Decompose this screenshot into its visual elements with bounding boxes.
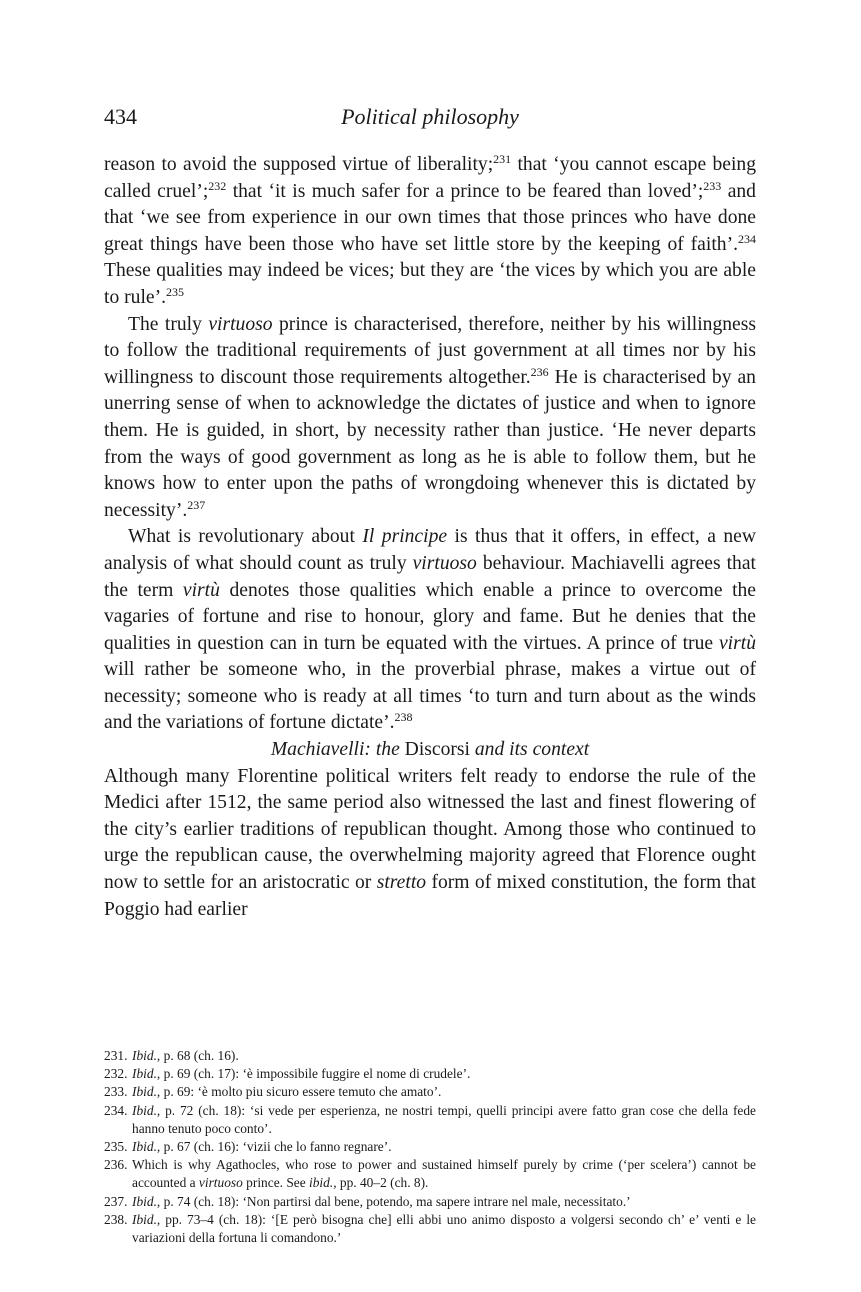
footnote-text	[132, 1047, 756, 1065]
text-span: , p. 69 (ch. 17): ‘è impossibile fuggire el nome di crudele’.	[156, 1066, 471, 1082]
footnote-ibid: Ibid.	[132, 1048, 157, 1063]
text-span: Although many Florentine political writers felt ready to endorse the rule of the Medici after 1512, the same period also witnessed the last and finest flowering of the city’s earlier traditions of republican thought. Among those who continued to urge the republican cause, the overwhelming majority agreed that Florence ought now to settle for an aristocratic or	[104, 765, 756, 894]
running-head: Political philosophy	[341, 104, 519, 129]
footnote-ibid: ibid.	[309, 1175, 334, 1191]
italic-term: stretto	[376, 872, 427, 894]
text-span: is thus that it offers, in effect, a new analysis of what should count as truly	[104, 526, 756, 574]
text-span: that ‘you cannot escape being called cruel’;	[104, 154, 756, 202]
text-span: behaviour. Machiavelli agrees that the term	[104, 552, 756, 601]
footnote-number: 232.	[104, 1066, 128, 1082]
footnote-ibid: Ibid.	[132, 1066, 157, 1082]
footnote-number: 235.	[104, 1139, 128, 1155]
footnote-text	[132, 1211, 756, 1247]
text-span: prince is characterised, therefore, neither by his willingness to follow the traditional requirements of just government at all times nor by his willingness to discount those requirements altogether.	[104, 313, 757, 388]
text-span: prince. See	[242, 1175, 310, 1191]
footnote	[104, 1193, 756, 1211]
footnote-text	[132, 1065, 756, 1083]
italic-term: Il principe	[362, 526, 448, 548]
text-span: What is revolutionary about	[128, 526, 363, 548]
footnote-text	[132, 1083, 756, 1101]
text-span: These qualities may indeed be vices; but they are ‘the vices by which you are able to rule’.	[104, 260, 756, 308]
footnote	[104, 1138, 756, 1156]
footnote-ref-236: 236	[530, 364, 549, 379]
italic-term: virtuoso	[412, 552, 477, 574]
footnote-ibid: Ibid.	[132, 1211, 157, 1227]
footnote-ref-237: 237	[187, 497, 206, 512]
text-span: , p. 69: ‘è molto piu sicuro essere temuto che amato’.	[156, 1084, 442, 1100]
italic-term: virtù	[182, 579, 220, 601]
text-span: reason to avoid the supposed virtue of liberality;	[104, 154, 494, 175]
paragraph-4	[104, 764, 756, 924]
page-header	[104, 104, 756, 134]
text-span: , p. 68 (ch. 16).	[156, 1048, 239, 1063]
footnote	[104, 1156, 756, 1192]
text-span: will rather be someone who, in the proverbial phrase, makes a virtue out of necessity; someone who is ready at all times ‘to turn and turn about as the winds and the variations of fortune dictate’.	[104, 659, 756, 734]
paragraph-2	[104, 312, 756, 525]
footnote-number: 237.	[104, 1193, 128, 1209]
footnote-number: 236.	[104, 1157, 128, 1173]
section-heading	[104, 737, 756, 764]
footnote-text	[132, 1156, 756, 1192]
text-span: , p. 72 (ch. 18): ‘si vede per esperienza, ne nostri tempi, quelli principi avere fatto gran cose che della fede hanno tenuto poco conto’.	[132, 1102, 756, 1136]
heading-part: Machiavelli: the	[270, 739, 405, 761]
text-span: , p. 74 (ch. 18): ‘Non partirsi dal bene, potendo, ma sapere intrare nel male, necessitato.’	[156, 1193, 631, 1209]
footnote	[104, 1065, 756, 1083]
footnote-number: 234.	[104, 1102, 128, 1118]
footnote-number: 238.	[104, 1211, 128, 1227]
footnote-ibid: Ibid.	[132, 1193, 157, 1209]
footnote-ref-232: 232	[208, 178, 227, 193]
footnote-ref-235: 235	[166, 284, 185, 299]
page-number: 434	[104, 104, 137, 129]
paragraph-3	[104, 524, 756, 737]
italic-term: virtuoso	[198, 1175, 243, 1191]
footnote-text	[132, 1138, 756, 1156]
text-span: He is characterised by an unerring sense of when to acknowledge the dictates of justice and when to ignore them. He is guided, in short, by necessity rather than justice. ‘He never departs from the ways of good government as long as he is able to follow them, but he knows how to enter upon the paths of wrongdoing whenever this is dictated by necessity’.	[104, 366, 756, 521]
footnote-ibid: Ibid.	[132, 1084, 157, 1100]
footnote-ref-233: 233	[703, 178, 722, 193]
text-span: denotes those qualities which enable a prince to overcome the vagaries of fortune and rise to honour, glory and fame. But he denies that the qualities in question can in turn be equated with the virtues. A prince of true	[104, 579, 757, 654]
footnote-ref-231: 231	[493, 152, 512, 166]
text-span: The truly	[128, 313, 209, 335]
footnote-ibid: Ibid.	[132, 1102, 157, 1118]
footnote-ref-234: 234	[738, 231, 756, 246]
footnote-number: 231.	[104, 1048, 128, 1063]
text-span: , p. 67 (ch. 16): ‘vizii che lo fanno regnare’.	[156, 1139, 392, 1155]
footnote	[104, 1047, 756, 1065]
footnotes	[104, 1047, 756, 1247]
text-span: form of mixed constitution, the form that Poggio had earlier	[104, 872, 756, 920]
footnote	[104, 1102, 756, 1138]
footnote-ibid: Ibid.	[132, 1139, 157, 1155]
footnote	[104, 1211, 756, 1247]
text-span: , pp. 40–2 (ch. 8).	[333, 1175, 429, 1191]
footnote-number: 233.	[104, 1084, 128, 1100]
footnote	[104, 1083, 756, 1101]
paragraph-1	[104, 152, 756, 312]
heading-part: and its context	[469, 739, 590, 761]
heading-part: Discorsi	[404, 739, 470, 761]
italic-term: virtù	[718, 632, 756, 654]
body-text	[104, 152, 756, 923]
text-span: Which is why Agathocles, who rose to power and sustained himself purely by crime (‘per scelera’) cannot be accounted a	[132, 1157, 756, 1191]
footnote-ref-238: 238	[394, 710, 413, 725]
footnote-text	[132, 1102, 756, 1138]
text-span: that ‘it is much safer for a prince to be feared than loved’;	[226, 180, 704, 202]
text-span: and that ‘we see from experience in our own times that those princes who have done great things have been those who have set little store by the keeping of faith’.	[104, 180, 756, 255]
footnote-text	[132, 1193, 756, 1211]
text-span: , pp. 73–4 (ch. 18): ‘[E però bisogna che] elli abbi uno animo disposto a volgersi secondo ch’ e’ venti e le variazioni della fortuna li comandono.’	[132, 1211, 756, 1246]
italic-term: virtuoso	[208, 313, 273, 335]
